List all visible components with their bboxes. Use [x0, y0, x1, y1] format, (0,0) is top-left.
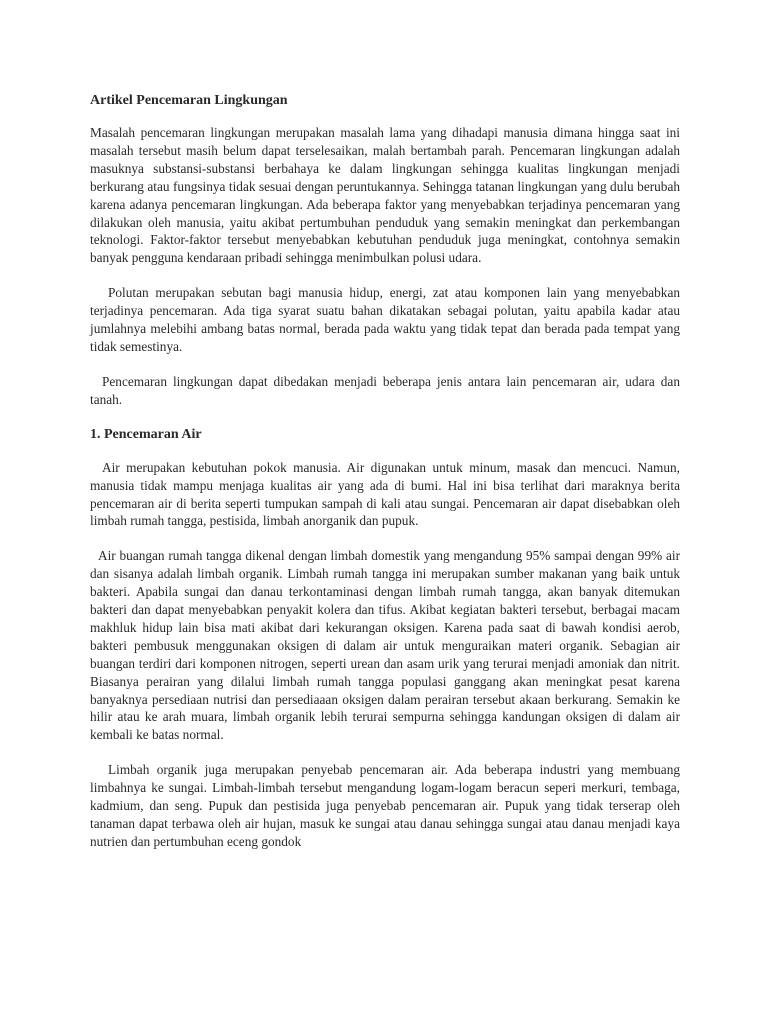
intro-paragraph-3: Pencemaran lingkungan dapat dibedakan menjadi beberapa jenis antara lain pencemaran air, udara dan tanah. [90, 373, 680, 407]
section1-paragraph-1: Air merupakan kebutuhan pokok manusia. Air digunakan untuk minum, masak dan mencuci. Namun, manusia tidak mampu menjaga kualitas air yang ada di bumi. Hal ini bisa terlihat dari maraknya berita pencemaran air di berita seperti tumpukan sampah di kali atau sungai. Pencemaran air dapat disebabkan oleh limbah rumah tangga, pestisida, limbah anorganik dan pupuk. [90, 459, 680, 529]
section1-paragraph-2: Air buangan rumah tangga dikenal dengan limbah domestik yang mengandung 95% sampai dengan 99% air dan sisanya adalah limbah organik. Limbah rumah tangga ini merupakan sumber makanan yang baik untuk bakteri. Apabila sungai dan danau terkontaminasi dengan limbah rumah tangga, akan banyak ditemukan bakteri dan dapat menyebabkan penyakit kolera dan tifus. Akibat kegiatan bakteri tersebut, berbagai macam makhluk hidup lain bisa mati akibat dari kekurangan oksigen. Karena pada saat di bawah kondisi aerob, bakteri pembusuk menggunakan oksigen di dalam air untuk menguraikan materi organik. Sebagian air buangan terdiri dari komponen nitrogen, seperti urean dan asam urik yang terurai menjadi amoniak dan nitrit. Biasanya perairan yang dilalui limbah rumah tangga populasi ganggang akan meningkat pesat karena banyaknya persediaan nutrisi dan persediaaan oksigen dalam perairan tersebut akaan berkurang. Semakin ke hilir atau ke arah muara, limbah organik lebih terurai sempurna sehingga kandungan oksigen di dalam air kembali ke batas normal. [90, 548, 680, 743]
intro-paragraph-1: Masalah pencemaran lingkungan merupakan masalah lama yang dihadapi manusia dimana hingga saat ini masalah tersebut masih belum dapat terselesaikan, malah bertambah parah. Pencemaran lingkungan adalah masuknya substansi-substansi berbahaya ke dalam lingkungan sehingga kualitas lingkungan menjadi berkurang atau fungsinya tidak sesuai dengan peruntukannya. Sehingga tatanan lingkungan yang dulu berubah karena adanya pencemaran lingkungan. Ada beberapa faktor yang menyebabkan terjadinya pencemaran yang dilakukan oleh manusia, yaitu akibat pertumbuhan penduduk yang semakin meningkat dan perkembangan teknologi. Faktor-faktor tersebut menyebabkan kebutuhan penduduk juga meningkat, contohnya semakin banyak pengguna kendaraan pribadi sehingga menimbulkan polusi udara. [90, 125, 680, 266]
section1-paragraph-3: Limbah organik juga merupakan penyebab pencemaran air. Ada beberapa industri yang membuang limbahnya ke sungai. Limbah-limbah tersebut mengandung logam-logam beracun seperi merkuri, tembaga, kadmium, dan seng. Pupuk dan pestisida juga penyebab pencemaran air. Pupuk yang tidak terserap oleh tanaman dapat terbawa oleh air hujan, masuk ke sungai atau danau sehingga sungai atau danau menjadi kaya nutrien dan pertumbuhan eceng gondok [90, 762, 680, 849]
intro-paragraph-2: Polutan merupakan sebutan bagi manusia hidup, energi, zat atau komponen lain yang menyebabkan terjadinya pencemaran. Ada tiga syarat suatu bahan dikatakan sebagai polutan, yaitu apabila kadar atau jumlahnya melebihi ambang batas normal, berada pada waktu yang tidak tepat dan berada pada tempat yang tidak semestinya. [90, 285, 680, 354]
section-heading-pencemaran-air: 1. Pencemaran Air [90, 426, 202, 442]
document-title: Artikel Pencemaran Lingkungan [90, 93, 288, 108]
